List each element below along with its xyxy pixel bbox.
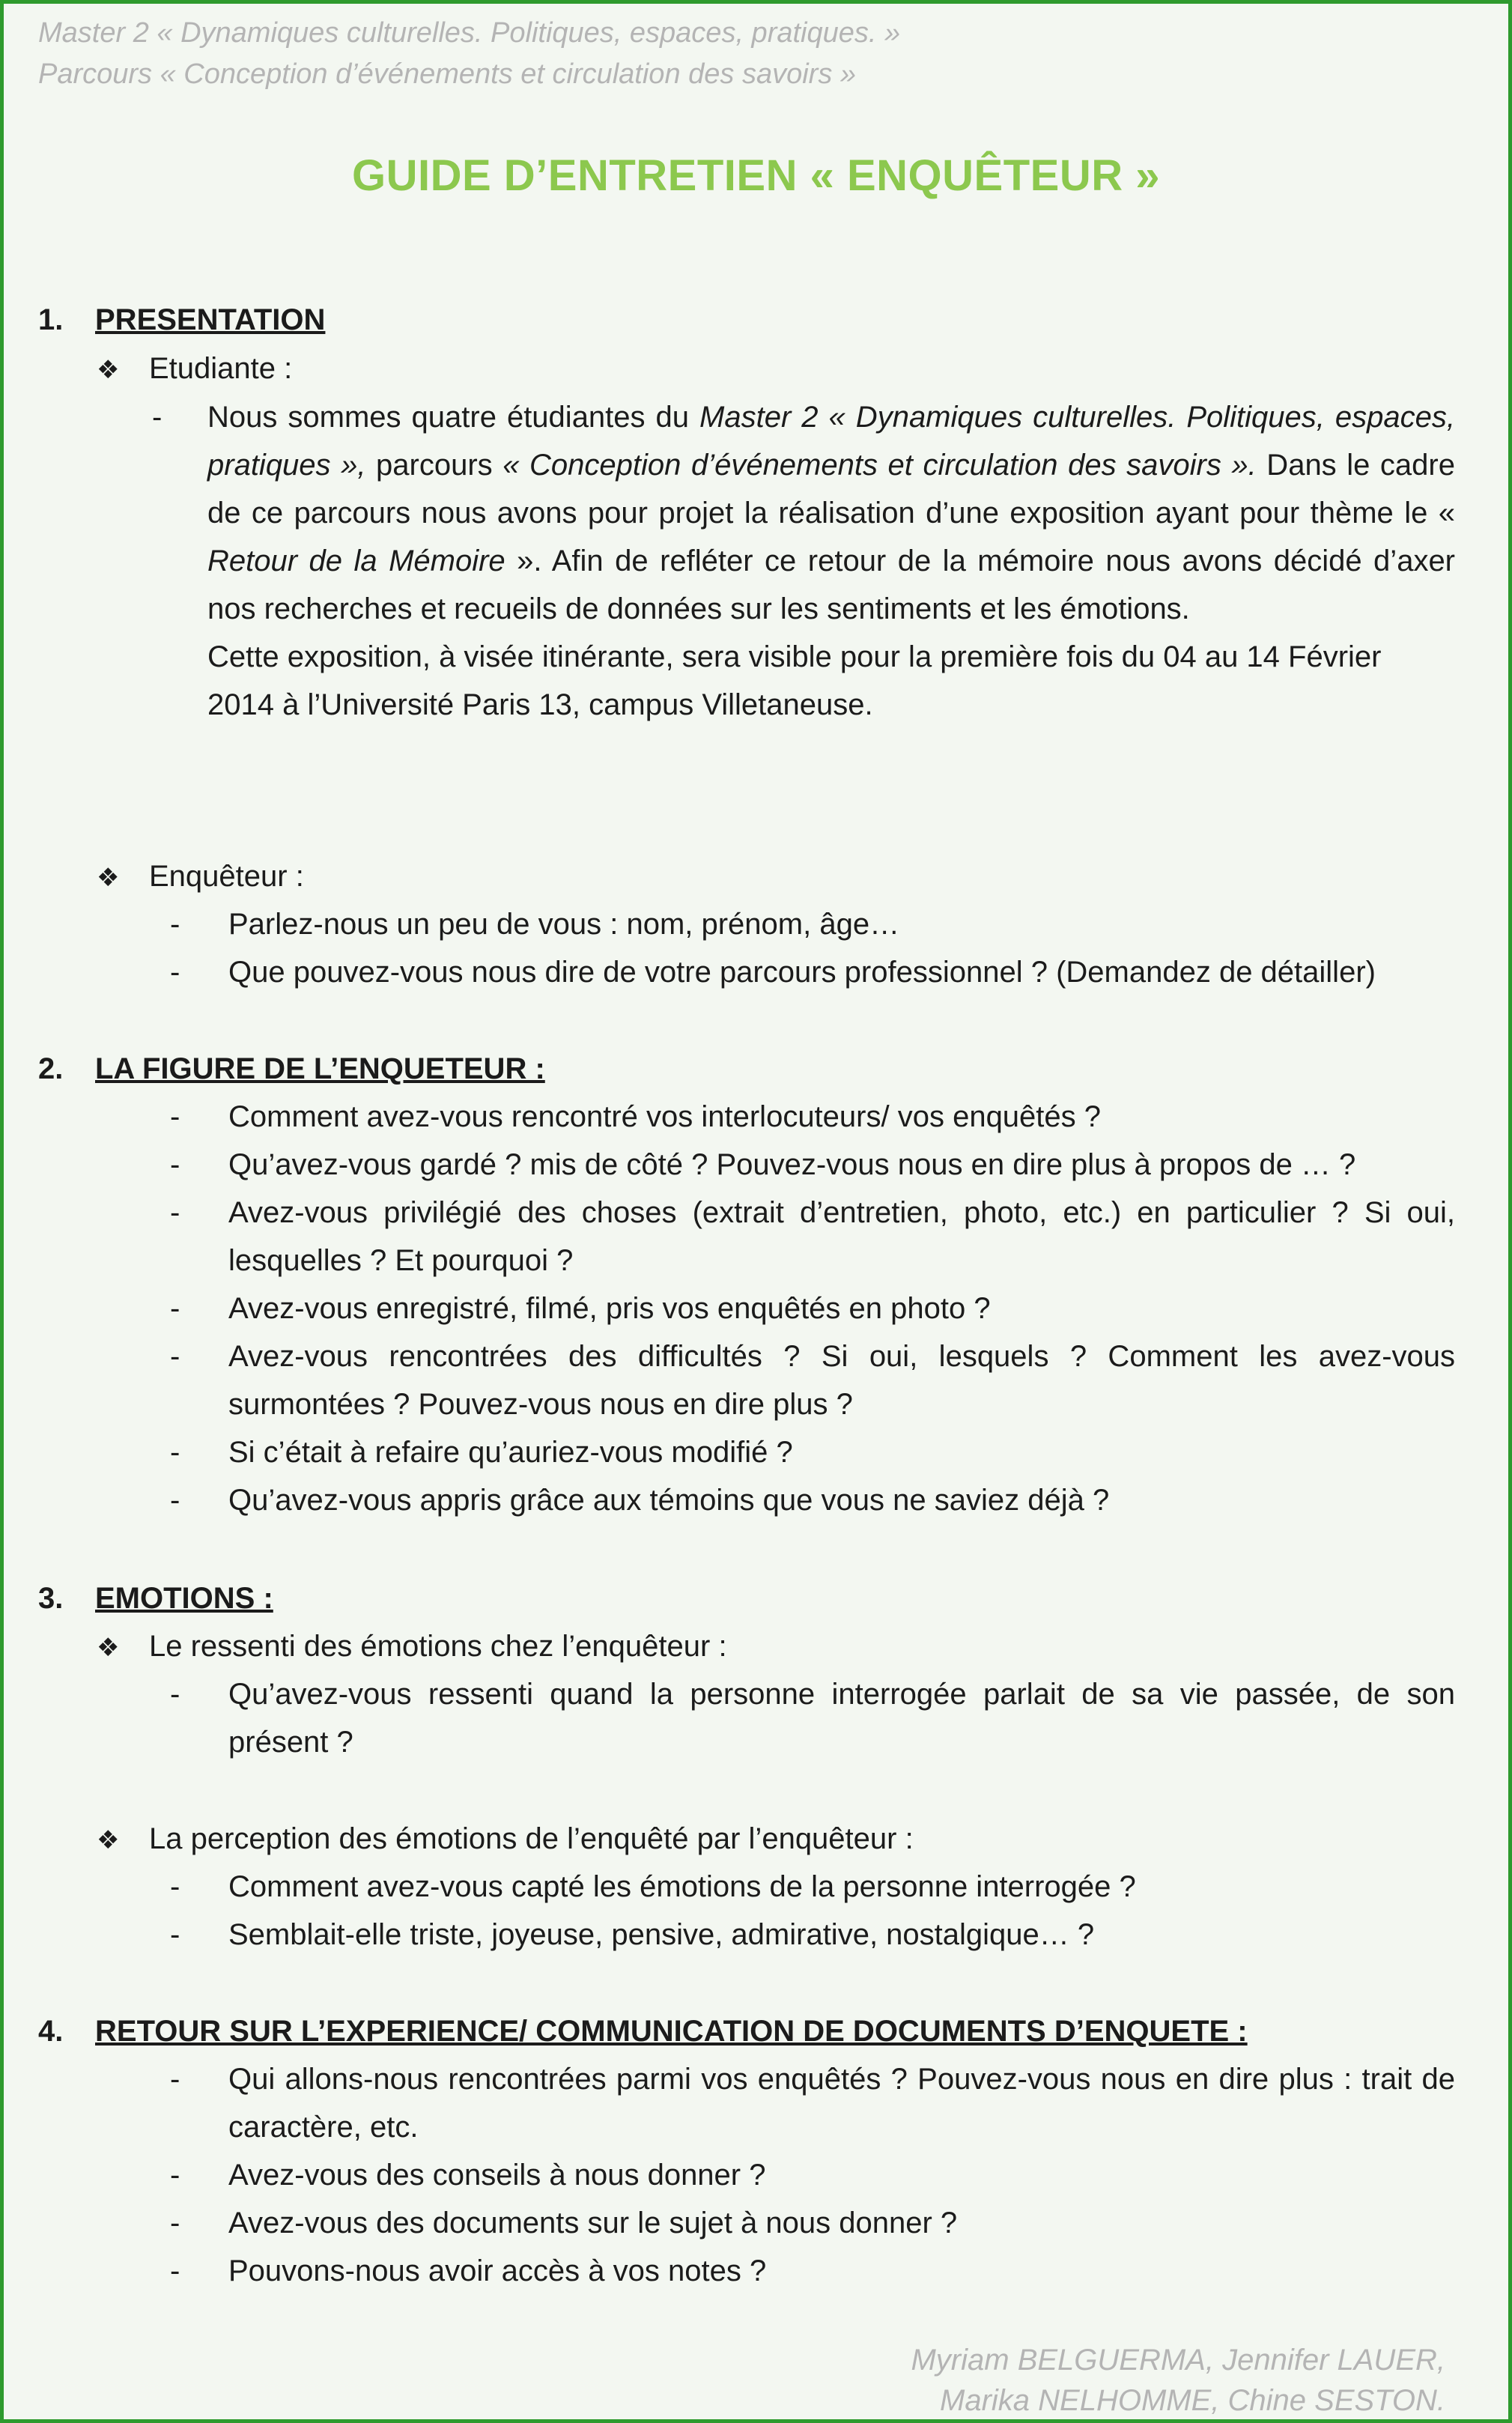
document-title: GUIDE D’ENTRETIEN « ENQUÊTEUR » [352, 151, 1160, 200]
dash-marker: - [170, 956, 180, 989]
section-number: 4. [38, 2015, 64, 2048]
text-run-italic: Master 2 « Dynamiques culturelles. Politiques, espaces, pratiques », [207, 401, 1455, 482]
dash-marker: - [170, 1918, 180, 1951]
list-item: Semblait-elle triste, joyeuse, pensive, admirative, nostalgique… ? [228, 1918, 1095, 1951]
dash-marker: - [170, 1196, 180, 1229]
section-label: PRESENTATION [95, 303, 326, 336]
bullet-label: Enquêteur : [149, 860, 304, 893]
dash-marker: - [152, 401, 163, 434]
list-item: Avez-vous des conseils à nous donner ? [228, 2159, 766, 2192]
list-item: Avez-vous privilégié des choses (extrait d’entretien, photo, etc.) en particulier ? Si oui, lesquelles ? Et pourquoi ? [228, 1196, 1455, 1277]
list-item: Que pouvez-vous nous dire de votre parcours professionnel ? (Demandez de détailler) [228, 956, 1376, 989]
dash-marker: - [170, 1148, 180, 1181]
bullet-label: Le ressenti des émotions chez l’enquêteur : [149, 1630, 727, 1663]
list-item: Qu’avez-vous ressenti quand la personne interrogée parlait de sa vie passée, de son présent ? [228, 1678, 1455, 1759]
list-item: Comment avez-vous rencontré vos interlocuteurs/ vos enquêtés ? [228, 1100, 1102, 1133]
bullet-perception [97, 1815, 914, 1864]
header-line-2: Parcours « Conception d’événements et circulation des savoirs » [38, 58, 857, 90]
presentation-paragraph-2: Cette exposition, à visée itinérante, sera visible pour la première fois du 04 au 14 Février 2014 à l’Université Paris 13, campus Villetaneuse. [207, 640, 1382, 721]
section-label: RETOUR SUR L’EXPERIENCE/ COMMUNICATION DE DOCUMENTS D’ENQUETE : [95, 2015, 1248, 2048]
bullet-label: Etudiante : [149, 352, 293, 385]
dash-marker: - [170, 1100, 180, 1133]
dash-marker: - [170, 1292, 180, 1325]
diamond-bullet-icon: ❖ [97, 1826, 120, 1855]
list-item: Pouvons-nous avoir accès à vos notes ? [228, 2254, 767, 2287]
diamond-bullet-icon: ❖ [97, 356, 120, 384]
list-item: Qui allons-nous rencontrées parmi vos enquêtés ? Pouvez-vous nous en dire plus : trait de caractère, etc. [228, 2063, 1455, 2144]
list-item: Avez-vous rencontrées des difficultés ? Si oui, lesquels ? Comment les avez-vous surmontées ? Pouvez-vous nous en dire plus ? [228, 1340, 1455, 1421]
bullet-ressenti [97, 1622, 727, 1672]
section-1-heading [38, 296, 325, 344]
dash-marker: - [170, 2063, 180, 2096]
dash-marker: - [170, 1436, 180, 1469]
presentation-paragraph-1 [207, 393, 1455, 633]
list-item: Si c’était à refaire qu’auriez-vous modifié ? [228, 1436, 793, 1469]
section-2-heading [38, 1045, 545, 1093]
diamond-bullet-icon: ❖ [97, 864, 120, 892]
bullet-enqueteur [97, 852, 304, 902]
section-number: 1. [38, 303, 64, 336]
dash-marker: - [170, 2207, 180, 2239]
list-item: Comment avez-vous capté les émotions de la personne interrogée ? [228, 1870, 1136, 1903]
dash-marker: - [170, 1484, 180, 1517]
bullet-label: La perception des émotions de l’enquêté par l’enquêteur : [149, 1822, 914, 1855]
section-4-heading [38, 2007, 1248, 2055]
footer-authors-line-1: Myriam BELGUERMA, Jennifer LAUER, [911, 2344, 1445, 2377]
list-item: Avez-vous enregistré, filmé, pris vos enquêtés en photo ? [228, 1292, 991, 1325]
footer-authors-line-2: Marika NELHOMME, Chine SESTON. [940, 2384, 1445, 2417]
dash-marker: - [170, 1870, 180, 1903]
section-label: EMOTIONS : [95, 1582, 273, 1615]
text-run: Dans le cadre de ce parcours nous avons pour projet la réalisation d’une exposition ayant pour thème le « [207, 449, 1455, 530]
dash-marker: - [170, 2254, 180, 2287]
header-line-1: Master 2 « Dynamiques culturelles. Politiques, espaces, pratiques. » [38, 17, 901, 49]
text-run: Nous sommes quatre étudiantes du [207, 401, 700, 434]
section-number: 2. [38, 1052, 64, 1085]
dash-marker: - [170, 1340, 180, 1373]
text-run-italic: « Conception d’événements et circulation des savoirs ». [503, 449, 1257, 482]
section-number: 3. [38, 1582, 64, 1615]
text-run: parcours [365, 449, 503, 482]
section-3-heading [38, 1574, 273, 1622]
text-run-italic: Retour de la Mémoire [207, 545, 505, 577]
diamond-bullet-icon: ❖ [97, 1634, 120, 1662]
presentation-paragraph [207, 393, 1455, 729]
dash-marker: - [170, 2159, 180, 2192]
list-item: Qu’avez-vous gardé ? mis de côté ? Pouvez-vous nous en dire plus à propos de … ? [228, 1148, 1356, 1181]
list-item: Avez-vous des documents sur le sujet à nous donner ? [228, 2207, 958, 2239]
dash-marker: - [170, 1678, 180, 1711]
list-item: Qu’avez-vous appris grâce aux témoins que vous ne saviez déjà ? [228, 1484, 1110, 1517]
dash-marker: - [170, 908, 180, 941]
section-label: LA FIGURE DE L’ENQUETEUR : [95, 1052, 545, 1085]
bullet-etudiante [97, 345, 292, 394]
text-run: ». Afin de refléter ce retour de la mémoire nous avons décidé d’axer nos recherches et recueils de données sur les sentiments et les émotions. [207, 545, 1456, 625]
list-item: Parlez-nous un peu de vous : nom, prénom, âge… [228, 908, 900, 941]
